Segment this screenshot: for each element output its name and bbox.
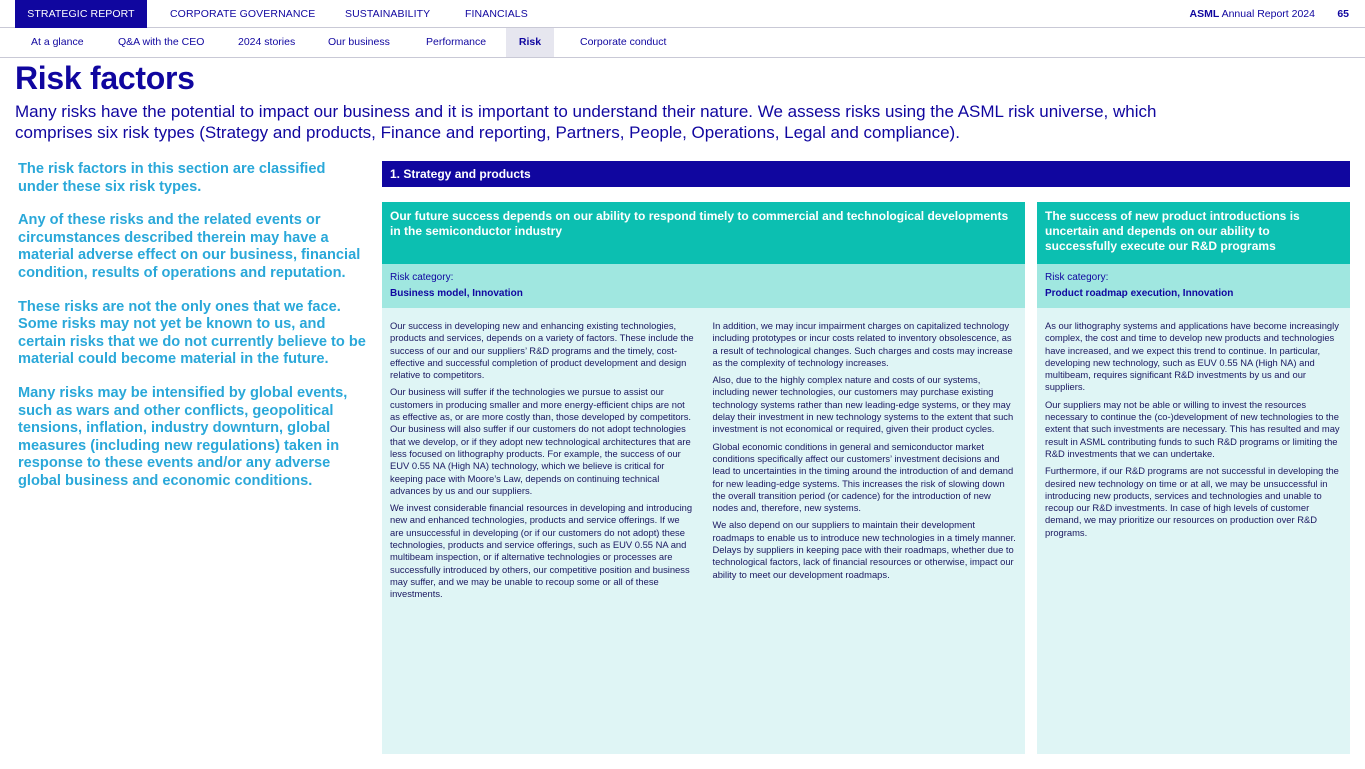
body-paragraph: Also, due to the highly complex nature and costs of our systems, including newer technologies, our customers may purchase existing technology systems rather than new leading-edge systems, or they may delay their investment in new technology systems to the extent that such investment is not economical or required, given their product cycles. (712, 374, 1014, 435)
left-summary (18, 161, 368, 507)
tab-corporate-governance[interactable]: CORPORATE GOVERNANCE (170, 8, 316, 20)
top-navigation (0, 0, 1365, 28)
intro-text: Many risks have the potential to impact our business and it is important to understand their nature. We assess risks using the ASML risk universe, which comprises six risk types (Strategy and products, Finance and reporting, Partners, People, Operations, Legal and compliance). (15, 102, 1157, 142)
subnav-performance[interactable]: Performance (426, 36, 487, 48)
tab-financials[interactable]: FINANCIALS (465, 8, 528, 20)
body-column (1045, 320, 1342, 544)
risk-card-heading: Our future success depends on our ability to respond timely to commercial and technological developments in the semiconductor industry (382, 202, 1025, 264)
subnav-corporate-conduct[interactable]: Corporate conduct (580, 36, 667, 48)
body-paragraph: We invest considerable financial resources in developing and introducing new and enhanced technologies, products and service offerings. If we are unsuccessful in developing (or if our customers do not adopt) these technologies, products and service offerings, such as EUV 0.55 NA and multibeam inspection, or if alternative technologies or processes are successfully introduced by others, our competitive position and business may suffer, and we may be unable to recoup some or all of these investments. (390, 502, 693, 600)
subnav-qa-ceo[interactable]: Q&A with the CEO (118, 36, 205, 48)
body-paragraph: In addition, we may incur impairment charges on capitalized technology including prototypes or incur costs related to inventory obsolescence, as a result of technological changes. Such charges and costs may increase as the complexity of technology increases. (712, 320, 1013, 368)
body-column (713, 320, 1018, 606)
risk-card-heading: The success of new product introductions is uncertain and depends on our ability to successfully execute our R&D programs (1037, 202, 1350, 264)
risk-category-value: Product roadmap execution, Innovation (1045, 288, 1234, 299)
body-column (390, 320, 695, 606)
body-paragraph: Global economic conditions in general and semiconductor market conditions specifically affect our customers’ investment decisions and lead to uncertainties in the timing around the introduction of and demand for new leading-edge systems. This increases the risk of slowing down the overall transition period (or cadence) for the introduction of new nodes and, therefore, new systems. (712, 440, 1014, 514)
risk-category-value: Business model, Innovation (390, 288, 523, 299)
risk-category-label: Risk category: (390, 272, 454, 283)
summary-paragraph: These risks are not the only ones that we face. Some risks may not yet be known to us, and certain risks that we do not currently believe to be material could become material in the future. (18, 298, 366, 368)
brand-name: ASML (1189, 8, 1220, 20)
tab-strategic-report[interactable]: STRATEGIC REPORT (15, 0, 147, 28)
summary-paragraph: Many risks may be intensified by global events, such as wars and other conflicts, geopolitical tensions, inflation, industry downturn, global measures (including new regulations) taken in response to these events and/or any adverse global business and economic conditions. (18, 384, 348, 489)
page-title: Risk factors (15, 60, 195, 96)
subnav-our-business[interactable]: Our business (328, 36, 390, 48)
body-paragraph: As our lithography systems and applications have become increasingly complex, the cost and time to develop new products and technologies have increased, and we expect this trend to continue. In particular, developing new technology, such as EUV 0.55 NA (High NA) and multibeam, requires significant R&D investments by us and our suppliers. (1045, 320, 1339, 393)
body-paragraph: We also depend on our suppliers to maintain their development roadmaps to enable us to introduce new technologies in a timely manner. Delays by suppliers in keeping pace with their roadmaps, whether due to technological factors, lack of financial resources or otherwise, impact our ability to meet our development roadmaps. (712, 519, 1016, 580)
sub-navigation (0, 28, 1365, 58)
report-brand (1190, 0, 1316, 28)
body-paragraph: Our success in developing new and enhancing existing technologies, products and services, depends on a variety of factors. These include the success of our and our suppliers’ R&D programs and the timely, cost-effective and successful completion of product development and design relative to competitors. (390, 320, 694, 381)
subnav-at-a-glance[interactable]: At a glance (31, 36, 84, 48)
subnav-2024-stories[interactable]: 2024 stories (238, 36, 296, 48)
risk-card-body (1037, 308, 1350, 556)
risk-card-new-products (1037, 202, 1350, 754)
section-header: 1. Strategy and products (382, 161, 1350, 187)
summary-paragraph: The risk factors in this section are classified under these six risk types. (18, 161, 326, 195)
summary-paragraph: Any of these risks and the related events or circumstances described therein may have a material adverse effect on our business, financial condition, results of operations and reputation. (18, 212, 361, 281)
body-paragraph: Our suppliers may not be able or willing to invest the resources necessary to continue the (co-)development of new technologies to the extent that such investments are necessary. This has resulted and may result in ASML contributing funds to such R&D programs or limiting the R&D investments that we can undertake. (1045, 398, 1340, 459)
risk-category-label: Risk category: (1045, 272, 1109, 283)
brand-report-title: Annual Report 2024 (1219, 8, 1315, 20)
body-paragraph: Our business will suffer if the technologies we pursue to assist our customers in producing smaller and more energy-efficient chips are not as effective as, or are more costly than, those developed by competitors. Our business will also suffer if our customers do not adopt technologies that we develop, or if they adopt new technological architectures that are less focused on lithography products. For example, the success of our EUV 0.55 NA (High NA) technology, which we believe is critical for keeping pace with Moore’s Law, depends on continuing technical advances by us and our suppliers. (390, 386, 692, 496)
risk-card-body (382, 308, 1025, 618)
subnav-risk[interactable]: Risk (506, 28, 554, 57)
body-paragraph: Furthermore, if our R&D programs are not successful in developing the desired new technology on time or at all, we may be unsuccessful in introducing new products, services and technologies and unable to recoup our R&D investments. In case of high levels of customer demand, we may prioritize our resources on production over R&D programs. (1045, 465, 1339, 538)
risk-category (1037, 264, 1350, 308)
tab-sustainability[interactable]: SUSTAINABILITY (345, 8, 431, 20)
risk-card-commercial-tech (382, 202, 1025, 754)
risk-category (382, 264, 1025, 308)
page-number: 65 (1337, 8, 1349, 20)
